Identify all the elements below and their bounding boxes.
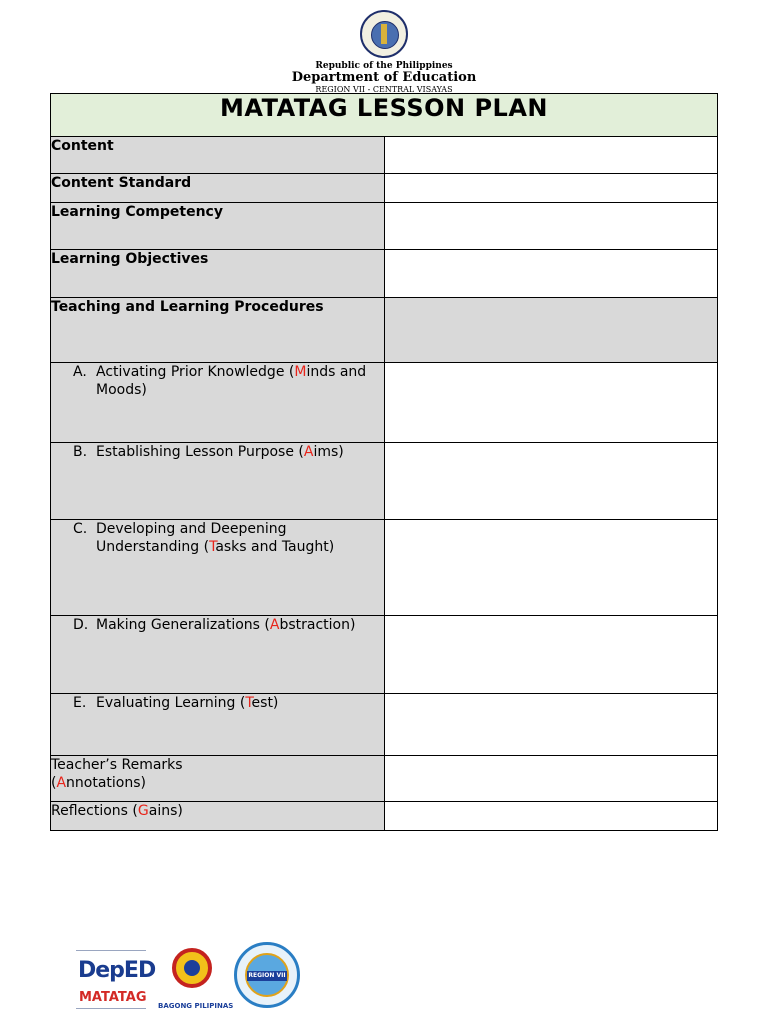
procedure-value-d[interactable]: [384, 616, 718, 694]
deped-seal-icon: [360, 10, 408, 58]
matatag-wordmark: MATATAG: [79, 990, 147, 1005]
lesson-plan-table: [50, 93, 718, 831]
paren: (: [298, 444, 304, 460]
acronym-letter: A: [269, 617, 280, 633]
procedure-label-d: [51, 616, 385, 694]
procedure-marker: D.: [73, 617, 89, 633]
procedure-title: Evaluating Learning: [96, 695, 236, 711]
bagong-pilipinas-text: BAGONG PILIPINAS: [158, 1002, 234, 1010]
acronym-letter: A: [303, 444, 314, 460]
paren: (: [288, 364, 295, 380]
row-label-teaching-procedures: Teaching and Learning Procedures: [51, 298, 385, 363]
row-label-learning-competency: Learning Competency: [51, 203, 385, 250]
procedure-subtitle: asks and Taught): [215, 539, 335, 555]
procedure-value-c[interactable]: [384, 520, 718, 616]
procedure-value-e[interactable]: [384, 694, 718, 756]
procedure-title: Making Generalizations: [96, 617, 260, 633]
row-value-reflections[interactable]: [384, 802, 718, 831]
row-value-learning-competency[interactable]: [384, 203, 718, 250]
procedure-subtitle: inds and Moods): [96, 364, 367, 398]
region-vii-seal-icon: [234, 942, 300, 1008]
row-value-teachers-remarks[interactable]: [384, 756, 718, 802]
bagong-pilipinas-logo: [158, 940, 234, 1014]
paren: (: [51, 775, 57, 791]
paren: (: [203, 539, 210, 555]
procedure-subtitle: ims): [313, 444, 344, 460]
row-label-content-standard: Content Standard: [51, 174, 385, 203]
lesson-plan-title: MATATAG LESSON PLAN: [51, 94, 718, 137]
row-value-content-standard[interactable]: [384, 174, 718, 203]
letterhead: [0, 8, 768, 95]
procedure-subtitle: bstraction): [279, 617, 356, 633]
procedure-label-b: [51, 443, 385, 520]
acronym-letter: T: [245, 695, 252, 711]
reflections-label: Reflections (: [51, 803, 138, 819]
reflections-subtitle: ains): [148, 803, 183, 819]
paren: (: [239, 695, 246, 711]
procedure-subtitle: est): [251, 695, 279, 711]
deped-wordmark: DepED: [78, 958, 156, 983]
acronym-letter: T: [209, 539, 216, 555]
row-label-content: Content: [51, 137, 385, 174]
remarks-label: Teacher’s Remarks: [51, 757, 183, 773]
acronym-letter: M: [294, 364, 307, 380]
procedure-value-a[interactable]: [384, 363, 718, 443]
procedure-marker: B.: [73, 444, 88, 460]
procedure-label-e: [51, 694, 385, 756]
paren: (: [264, 617, 270, 633]
procedure-marker: E.: [73, 695, 87, 711]
republic-line: Republic of the Philippines: [315, 61, 453, 71]
acronym-letter: A: [56, 775, 67, 791]
region-badge-text: REGION VII: [248, 972, 286, 979]
row-label-reflections: [51, 802, 385, 831]
procedure-title: Developing and Deepening Understanding: [96, 521, 287, 555]
procedure-value-b[interactable]: [384, 443, 718, 520]
row-label-teachers-remarks: [51, 756, 385, 802]
row-label-learning-objectives: Learning Objectives: [51, 250, 385, 298]
procedure-marker: A.: [73, 364, 87, 380]
row-value-teaching-procedures: [384, 298, 718, 363]
acronym-letter: G: [137, 803, 149, 819]
procedure-title: Establishing Lesson Purpose: [96, 444, 294, 460]
remarks-subtitle: nnotations): [66, 775, 146, 791]
procedure-label-a: [51, 363, 385, 443]
procedure-label-c: [51, 520, 385, 616]
procedure-title: Activating Prior Knowledge: [96, 364, 285, 380]
row-value-content[interactable]: [384, 137, 718, 174]
region-line: REGION VII - CENTRAL VISAYAS: [315, 85, 453, 94]
department-line: Department of Education: [291, 70, 477, 85]
row-value-learning-objectives[interactable]: [384, 250, 718, 298]
deped-matatag-logo: [76, 946, 156, 1010]
procedure-marker: C.: [73, 521, 88, 537]
